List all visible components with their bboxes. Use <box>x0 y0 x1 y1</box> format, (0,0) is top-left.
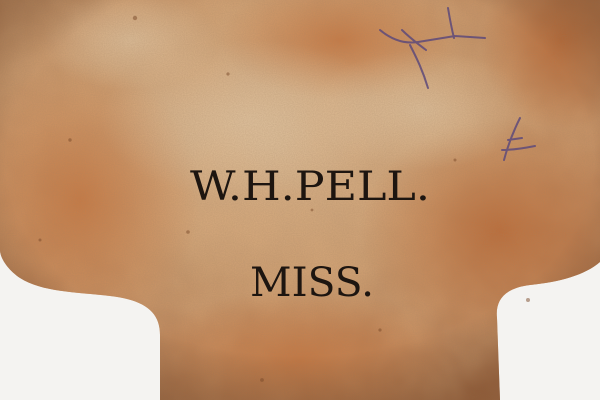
inscription-line-2: MISS. <box>250 260 374 306</box>
inscription-line-1: W.H.PELL. <box>190 164 430 210</box>
